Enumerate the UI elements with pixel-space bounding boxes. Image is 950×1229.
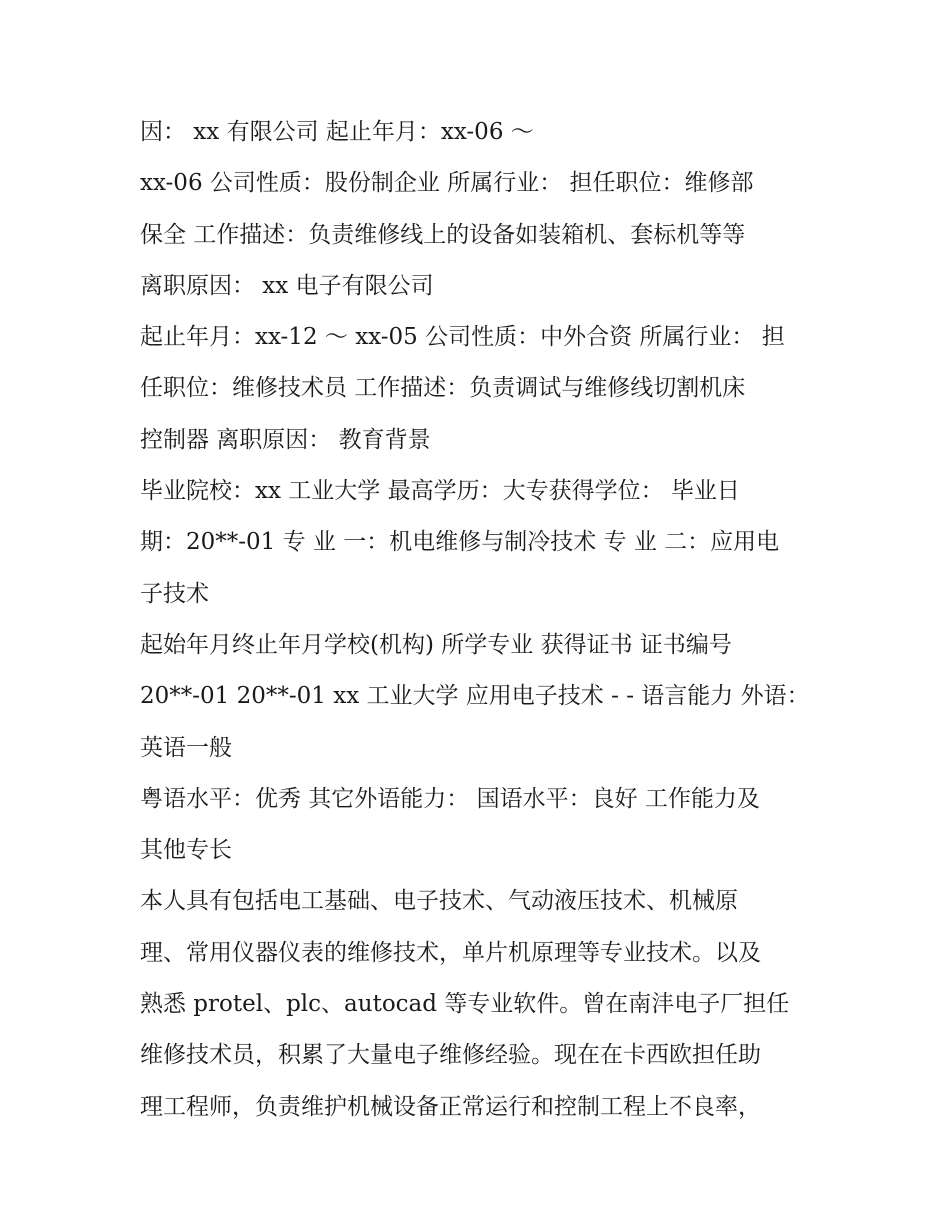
text-line: 本人具有包括电工基础、电子技术、气动液压技术、机械原 [140,888,738,915]
resume-text-body [140,107,820,1133]
text-line: 熟悉 protel、plc、autocad 等专业软件。曾在南沣电子厂担任 [140,991,790,1018]
text-line: 任职位：维修技术员 工作描述：负责调试与维修线切割机床 [140,375,746,402]
text-line: 控制器 离职原因： 教育背景 [140,426,431,453]
text-line: 20**-01 20**-01 xx 工业大学 应用电子技术 - - 语言能力 外语： [140,683,810,710]
text-line: 起止年月：xx-12 ～ xx-05 公司性质：中外合资 所属行业： 担 [140,324,785,351]
text-line: 起始年月终止年月学校(机构) 所学专业 获得证书 证书编号 [140,631,732,658]
text-line: 其他专长 [140,837,232,864]
text-line: 毕业院校：xx 工业大学 最高学历：大专获得学位： 毕业日 [140,478,740,505]
text-line: 理工程师，负责维护机械设备正常运行和控制工程上不良率， [140,1093,761,1120]
text-line: xx-06 公司性质：股份制企业 所属行业： 担任职位：维修部 [140,170,754,197]
text-line: 保全 工作描述：负责维修线上的设备如装箱机、套标机等等 [140,221,746,248]
text-line: 离职原因： xx 电子有限公司 [140,272,434,299]
text-line: 粤语水平：优秀 其它外语能力： 国语水平：良好 工作能力及 [140,785,760,812]
text-line: 期：20**-01 专 业 一：机电维修与制冷技术 专 业 二：应用电 [140,529,780,556]
text-line: 因： xx 有限公司 起止年月：xx-06 ～ [140,119,534,145]
text-line: 子技术 [140,580,209,607]
text-line: 理、常用仪器仪表的维修技术，单片机原理等专业技术。以及 [140,939,761,966]
text-line: 英语一般 [140,734,232,761]
text-line: 维修技术员，积累了大量电子维修经验。现在在卡西欧担任助 [140,1042,761,1069]
